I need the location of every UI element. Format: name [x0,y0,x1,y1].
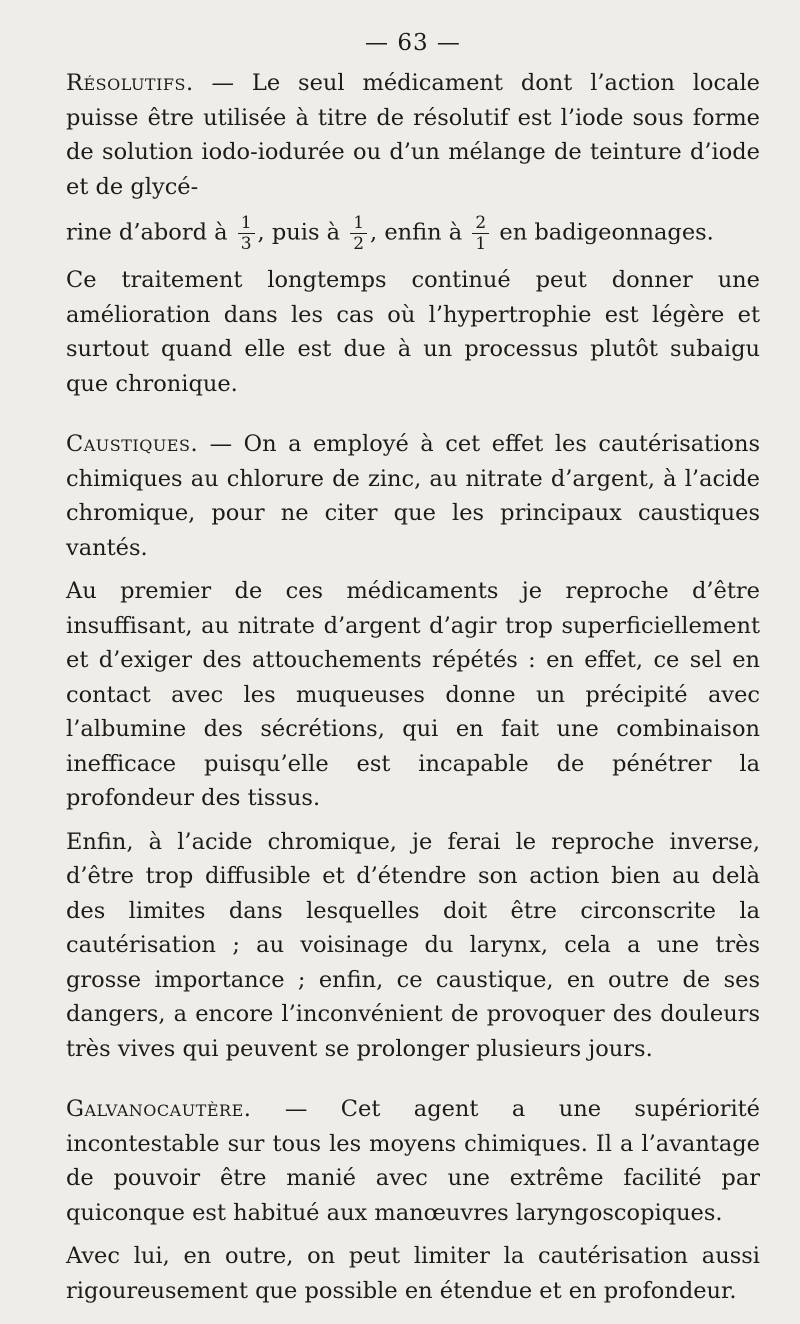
caustiques-text: — On a employé à cet effet les cautérisations chimiques au chlorure de zinc, au nitrate d’argent, à l’acide chromique, pour ne citer que les principaux caustiques vantés. [66,431,761,561]
fraction-one-half: $\frac{1}{2}$ [350,213,367,254]
caustiques-paragraph [66,427,760,565]
resolutifs-paragraph [66,66,760,254]
dosage-text-a: rine d’abord à [66,219,228,246]
fraction-two-over-one: $\frac{2}{1}$ [472,213,489,254]
dosage-text-c: , enfin à [370,219,463,246]
galvanocautere-heading: Galvanocautère. [66,1096,252,1122]
galvanocautere-paragraph [66,1092,760,1230]
resolutifs-text: — Le seul médicament dont l’action locale puisse être utilisée à titre de résolutif est l’iode sous forme de solution iodo-iodurée ou d’un mélange de teinture d’iode et de glycé- [66,70,760,200]
galvanocautere-paragraph-2: Avec lui, en outre, on peut limiter la cautérisation aussi rigoureusement que possible en étendue et en profondeur. [66,1243,760,1304]
page-number: — 63 — [365,30,461,56]
dosage-text-b: , puis à [257,219,341,246]
resolutifs-heading: Résolutifs. [66,70,194,96]
dosage-line [66,213,760,254]
resolutifs-paragraph-2: Ce traitement longtemps continué peut donner une amélioration dans les cas où l’hypertrophie est légère et surtout quand elle est due à un processus plutôt subaigu que chronique. [66,267,760,397]
fraction-one-third: $\frac{1}{3}$ [238,213,255,254]
book-page [66,30,760,1308]
caustiques-heading: Caustiques. [66,431,199,457]
galvanocautere-text: — Cet agent a une supériorité incontestable sur tous les moyens chimiques. Il a l’avantage de pouvoir être manié avec une extrême facilité par quiconque est habitué aux manœuvres laryngoscopiques. [66,1096,760,1226]
caustiques-paragraph-3: Enfin, à l’acide chromique, je ferai le reproche inverse, d’être trop diffusible et d’étendre son action bien au delà des limites dans lesquelles doit être circonscrite la cautérisation ; au voisinage du larynx, cela a une très grosse importance ; enfin, ce caustique, en outre de ses dangers, a encore l’inconvénient de provoquer des douleurs très vives qui peuvent se prolonger plusieurs jours. [66,828,760,1062]
caustiques-paragraph-2: Au premier de ces médicaments je reproche d’être insuffisant, au nitrate d’argent d’agir trop superficiellement et d’exiger des attouchements répétés : en effet, ce sel en contact avec les muqueuses donne un précipité avec l’albumine des sécrétions, qui en fait une combinaison inefficace puisqu’elle est incapable de pénétrer la profondeur des tissus. [66,578,760,811]
dosage-text-d: en badigeonnages. [499,219,714,246]
